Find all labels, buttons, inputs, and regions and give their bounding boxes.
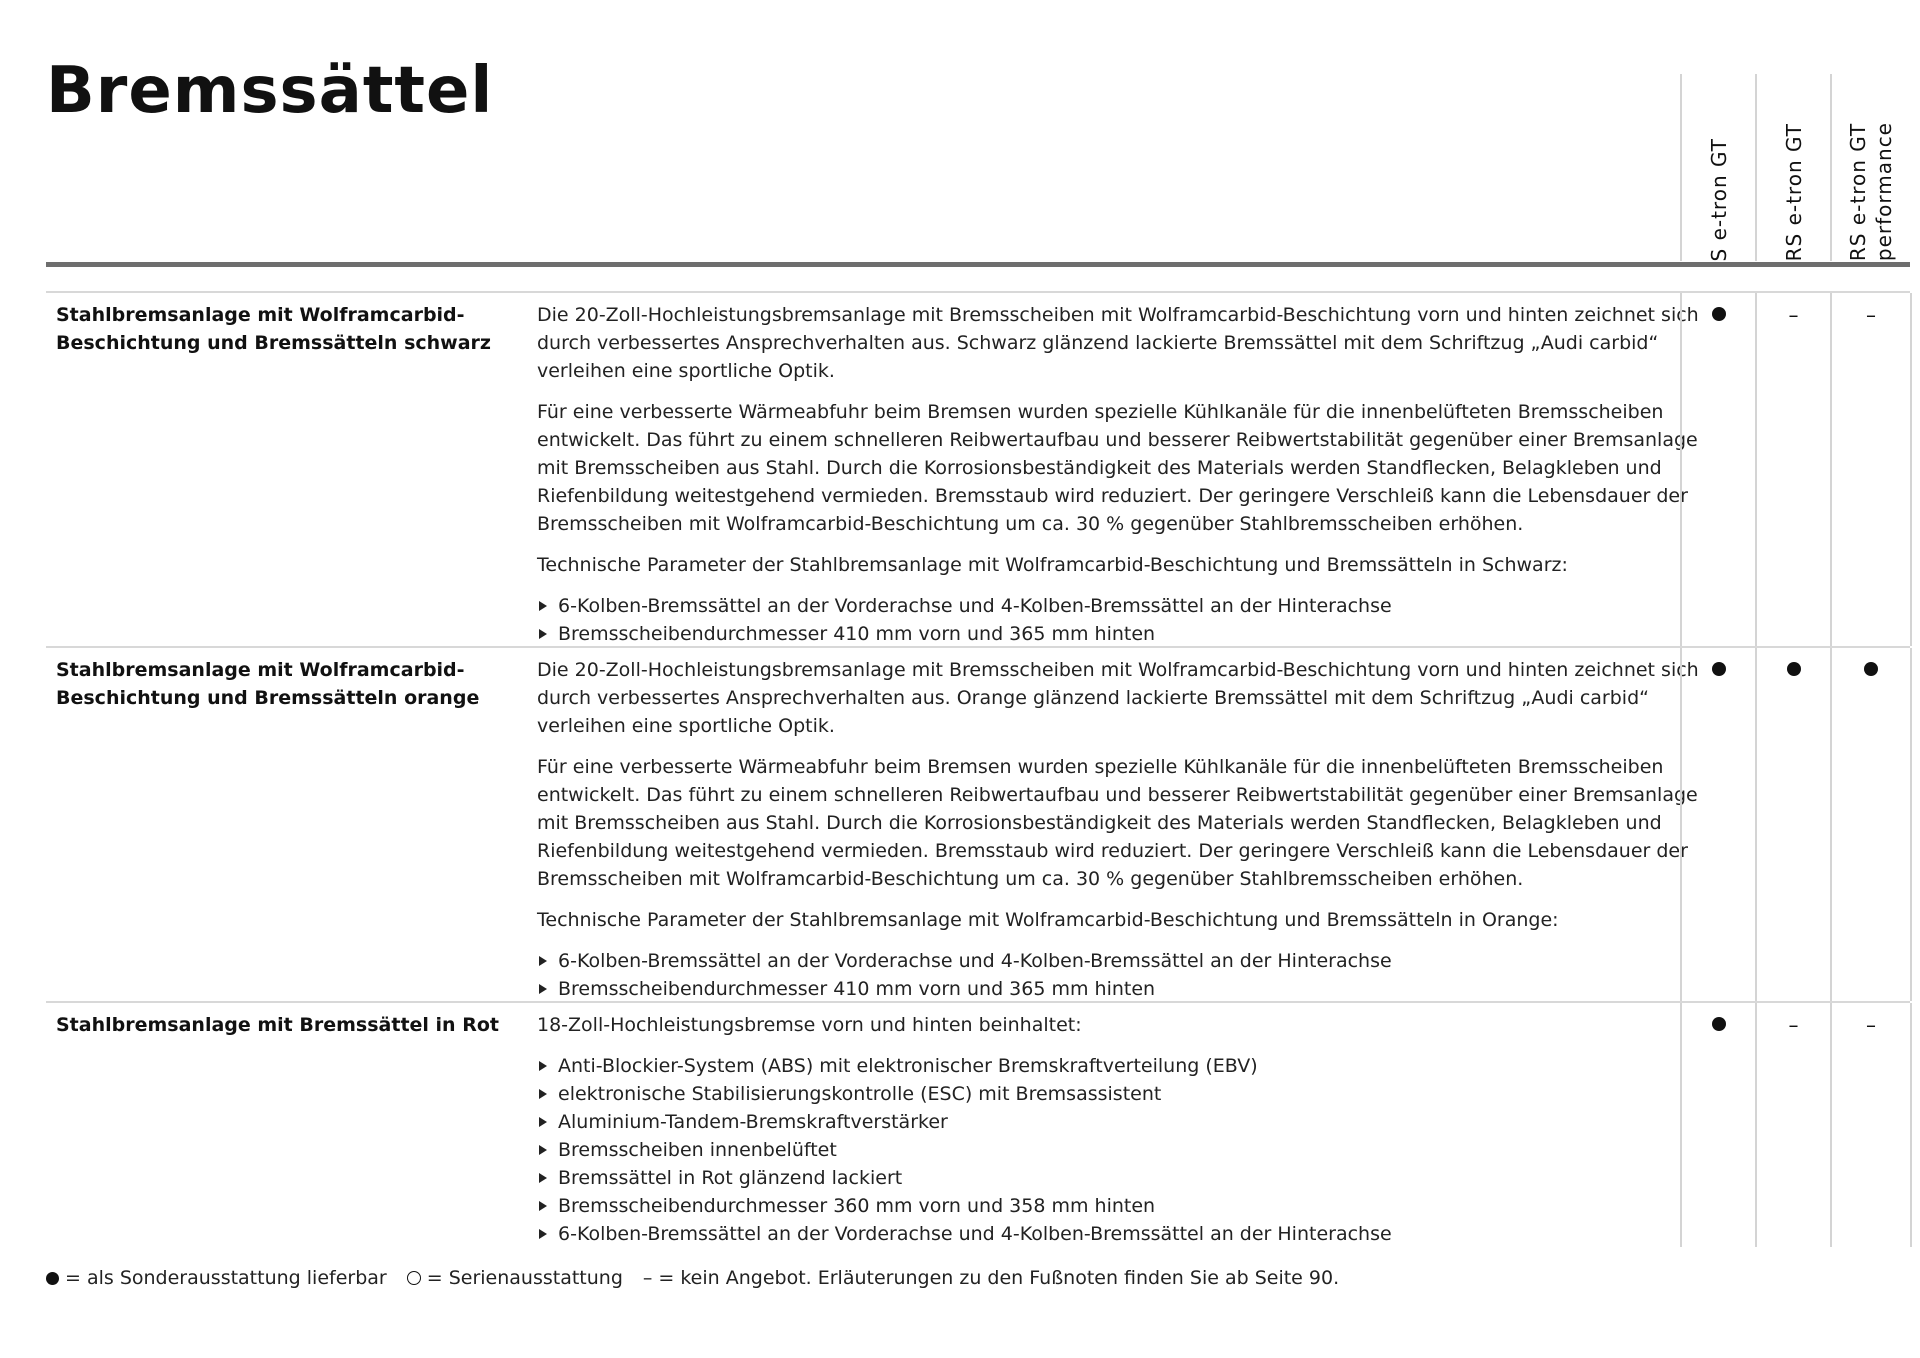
- description-paragraph: Die 20-Zoll-Hochleistungsbremsanlage mit Bremsscheiben mit Wolframcarbid-Beschichtung vorn und hinten zeichnet sich durch verbessertes Ansprechverhalten aus. Orange glänzend lackierte Bremssättel mit dem Schriftzug „Audi carbid“ verleihen eine sportliche Optik.: [537, 659, 1699, 737]
- description-paragraph: Die 20-Zoll-Hochleistungsbremsanlage mit Bremsscheiben mit Wolframcarbid-Beschichtung vorn und hinten zeichnet sich durch verbessertes Ansprechverhalten aus. Schwarz glänzend lackierte Bremssättel mit dem Schriftzug „Audi carbid“ verleihen eine sportliche Optik.: [537, 304, 1699, 382]
- dash-icon: –: [642, 1267, 653, 1289]
- parameter-list: [537, 1052, 1727, 1248]
- availability-cell: [1680, 648, 1755, 1001]
- page-title: Bremssättel: [46, 54, 494, 128]
- optional-dot-icon: [1864, 662, 1878, 676]
- feature-description: [537, 1011, 1727, 1248]
- legend: [46, 1267, 1339, 1289]
- list-item: Aluminium-Tandem-Bremskraftverstärker: [537, 1108, 1727, 1136]
- not-available-mark: –: [1788, 1013, 1799, 1037]
- column-header-rs-etron-gt-performance: [1830, 74, 1910, 261]
- optional-dot-icon: [1787, 662, 1801, 676]
- optional-dot-icon: [1712, 307, 1726, 321]
- list-item: elektronische Stabilisierungskontrolle (ESC) mit Bremsassistent: [537, 1080, 1727, 1108]
- availability-cell: [1680, 293, 1755, 646]
- column-header-rs-etron-gt: [1755, 74, 1830, 261]
- column-header-label: RS e-tron GT performance: [1846, 121, 1896, 261]
- table-row: [46, 1003, 1910, 1247]
- filled-dot-icon: [46, 1272, 59, 1285]
- description-paragraph: Technische Parameter der Stahlbremsanlage mit Wolframcarbid-Beschichtung und Bremssätteln in Schwarz:: [537, 554, 1568, 576]
- list-item: Bremsscheibendurchmesser 410 mm vorn und 365 mm hinten: [537, 975, 1727, 1003]
- parameter-list: [537, 947, 1727, 1003]
- legend-none: = kein Angebot. Erläuterungen zu den Fußnoten finden Sie ab Seite 90.: [658, 1267, 1340, 1289]
- list-item: 6-Kolben-Bremssättel an der Vorderachse und 4-Kolben-Bremssättel an der Hinterachse: [537, 947, 1727, 975]
- legend-standard: = Serienausstattung: [426, 1267, 623, 1289]
- not-available-mark: –: [1866, 1013, 1876, 1037]
- table-row: [46, 648, 1910, 1003]
- list-item: Bremssättel in Rot glänzend lackiert: [537, 1164, 1727, 1192]
- parameter-list: [537, 592, 1727, 648]
- open-circle-icon: [407, 1271, 421, 1285]
- availability-cell: [1755, 648, 1830, 1001]
- list-item: 6-Kolben-Bremssättel an der Vorderachse und 4-Kolben-Bremssättel an der Hinterachse: [537, 592, 1727, 620]
- description-paragraph: 18-Zoll-Hochleistungsbremse vorn und hinten beinhaltet:: [537, 1014, 1082, 1036]
- column-header-label: RS e-tron GT: [1781, 122, 1806, 261]
- description-paragraph: Technische Parameter der Stahlbremsanlage mit Wolframcarbid-Beschichtung und Bremssätteln in Orange:: [537, 909, 1559, 931]
- availability-cell: [1680, 1003, 1755, 1247]
- optional-dot-icon: [1712, 1017, 1726, 1031]
- not-available-mark: –: [1788, 303, 1799, 327]
- description-paragraph: Für eine verbesserte Wärmeabfuhr beim Bremsen wurden spezielle Kühlkanäle für die innenbelüfteten Bremsscheiben entwickelt. Das führt zu einem schnelleren Reibwertaufbau und besserer Reibwertstabilität gegenüber einer Bremsanlage mit Bremsscheiben aus Stahl. Durch die Korrosionsbeständigkeit des Materials werden Standflecken, Belagkleben und Riefenbildung weitestgehend vermieden. Bremsstaub wird reduziert. Der geringere Verschleiß kann die Lebensdauer der Bremsscheiben mit Wolframcarbid-Beschichtung um ca. 30 % gegenüber Stahlbremsscheiben erhöhen.: [537, 756, 1698, 890]
- description-paragraph: Für eine verbesserte Wärmeabfuhr beim Bremsen wurden spezielle Kühlkanäle für die innenbelüfteten Bremsscheiben entwickelt. Das führt zu einem schnelleren Reibwertaufbau und besserer Reibwertstabilität gegenüber einer Bremsanlage mit Bremsscheiben aus Stahl. Durch die Korrosionsbeständigkeit des Materials werden Standflecken, Belagkleben und Riefenbildung weitestgehend vermieden. Bremsstaub wird reduziert. Der geringere Verschleiß kann die Lebensdauer der Bremsscheiben mit Wolframcarbid-Beschichtung um ca. 30 % gegenüber Stahlbremsscheiben erhöhen.: [537, 401, 1698, 535]
- legend-optional: = als Sonderausstattung lieferbar: [65, 1267, 387, 1289]
- header-divider: [46, 262, 1910, 267]
- optional-dot-icon: [1712, 662, 1726, 676]
- list-item: Anti-Blockier-System (ABS) mit elektronischer Bremskraftverteilung (EBV): [537, 1052, 1727, 1080]
- feature-name: Stahlbremsanlage mit Wolframcarbid- Beschichtung und Bremssätteln schwarz: [56, 304, 491, 354]
- column-header-label: S e-tron GT: [1706, 137, 1731, 261]
- availability-cell: [1830, 1003, 1912, 1247]
- list-item: Bremsscheibendurchmesser 360 mm vorn und 358 mm hinten: [537, 1192, 1727, 1220]
- feature-description: [537, 301, 1727, 648]
- list-item: Bremsscheibendurchmesser 410 mm vorn und 365 mm hinten: [537, 620, 1727, 648]
- availability-cell: [1755, 293, 1830, 646]
- not-available-mark: –: [1866, 303, 1876, 327]
- availability-cell: [1830, 293, 1912, 646]
- table-row: [46, 293, 1910, 648]
- column-header-s-etron-gt: [1680, 74, 1755, 261]
- feature-name: Stahlbremsanlage mit Bremssättel in Rot: [56, 1014, 499, 1036]
- availability-cell: [1830, 648, 1912, 1001]
- feature-name: Stahlbremsanlage mit Wolframcarbid- Beschichtung und Bremssätteln orange: [56, 659, 480, 709]
- list-item: 6-Kolben-Bremssättel an der Vorderachse und 4-Kolben-Bremssättel an der Hinterachse: [537, 1220, 1727, 1248]
- feature-description: [537, 656, 1727, 1003]
- list-item: Bremsscheiben innenbelüftet: [537, 1136, 1727, 1164]
- availability-cell: [1755, 1003, 1830, 1247]
